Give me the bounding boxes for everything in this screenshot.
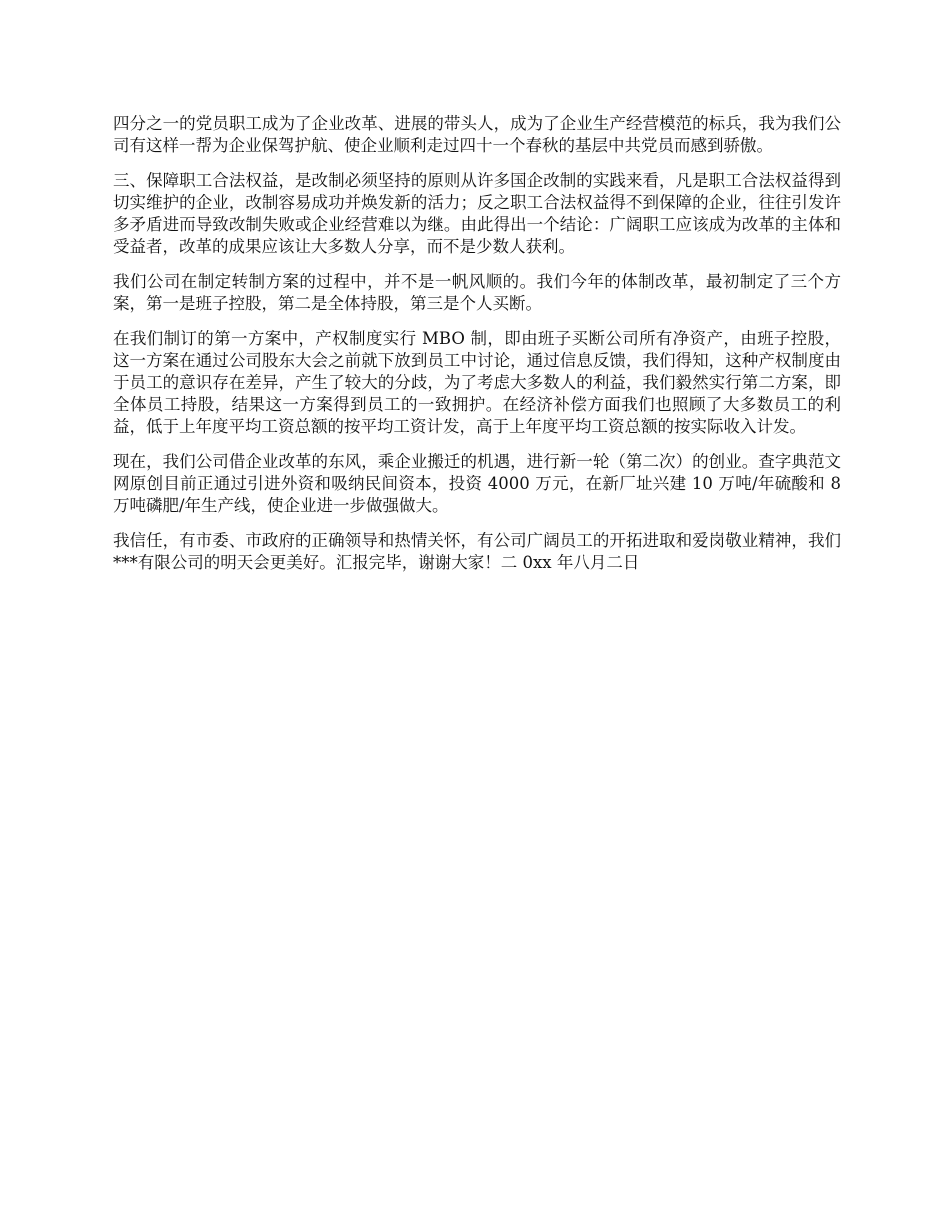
- paragraph-new-venture: 现在，我们公司借企业改革的东风，乘企业搬迁的机遇，进行新一轮（第二次）的创业。查字典范文网原创目前正通过引进外资和吸纳民间资本，投资 4000 万元，在新厂址兴建 10 万吨/年硫酸和 8 万吨磷肥/年生产线，使企业进一步做强做大。: [113, 452, 841, 515]
- paragraph-mbo-plan: 在我们制订的第一方案中，产权制度实行 MBO 制，即由班子买断公司所有净资产，由班子控股，这一方案在通过公司股东大会之前就下放到员工中讨论，通过信息反馈，我们得知，这种产权制度由于员工的意识存在差异，产生了较大的分歧，为了考虑大多数人的利益，我们毅然实行第二方案，即全体员工持股，结果这一方案得到员工的一致拥护。在经济补偿方面我们也照顾了大多数员工的利益，低于上年度平均工资总额的按平均工资计发，高于上年度平均工资总额的按实际收入计发。: [113, 329, 841, 436]
- document-body: [113, 113, 841, 587]
- paragraph-closing: 我信任，有市委、市政府的正确领导和热情关怀，有公司广阔员工的开拓进取和爱岗敬业精神，我们***有限公司的明天会更美好。汇报完毕，谢谢大家！二 0xx 年八月二日: [113, 531, 841, 572]
- paragraph-worker-rights: 三、保障职工合法权益，是改制必须坚持的原则从许多国企改制的实践来看，凡是职工合法权益得到切实维护的企业，改制容易成功并焕发新的活力；反之职工合法权益得不到保障的企业，往往引发许多矛盾进而导致改制失败或企业经营难以为继。由此得出一个结论：广阔职工应该成为改革的主体和受益者，改革的成果应该让大多数人分享，而不是少数人获利。: [113, 171, 841, 256]
- paragraph-party-members: 四分之一的党员职工成为了企业改革、进展的带头人，成为了企业生产经营模范的标兵，我为我们公司有这样一帮为企业保驾护航、使企业顺利走过四十一个春秋的基层中共党员而感到骄傲。: [113, 114, 841, 155]
- paragraph-restructuring-plans: 我们公司在制定转制方案的过程中，并不是一帆风顺的。我们今年的体制改革，最初制定了三个方案，第一是班子控股，第二是全体持股，第三是个人买断。: [113, 272, 841, 313]
